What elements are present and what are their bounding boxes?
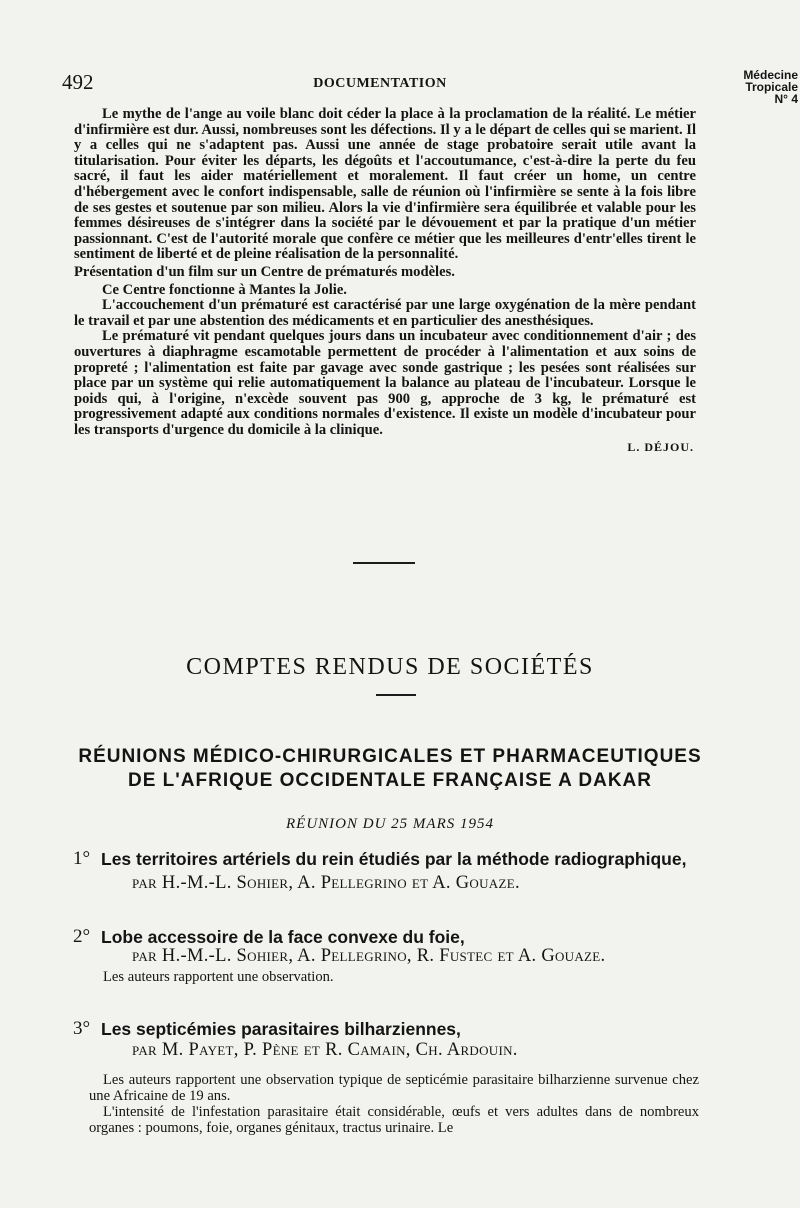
item-number: 3° (73, 1018, 91, 1039)
paragraph: Le mythe de l'ange au voile blanc doit céder la place à la proclamation de la réalité. Le métier d'infirmière est dur. Aussi, nombreuses sont les défections. Il y a le départ de celles qui se marient. Il y a celles qui ne s'adaptent pas. Aussi une année de stage probatoire serait utile avant la titularisation. Pour éviter les départs, les dégoûts et l'accoutumance, c'est-à-dire la perte du feu sacré, il faut les aider matériellement et moralement. Il faut créer un home, un centre d'hébergement avec le confort indispensable, salle de réunion où l'infirmière se sente à la fois libre de ses gestes et soutenue par son milieu. Alors la vie d'infirmière sera équilibrée et valable pour les femmes désireuses de s'intégrer dans la société par le dévouement et par la pratique d'un métier passionnant. C'est de l'autorité morale que confère ce métier que les meilleures d'entr'elles tirent le sentiment de liberté et de pleine réalisation de la personnalité. (74, 106, 696, 263)
item-authors: par H.-M.-L. Sohier, A. Pellegrino et A. Gouaze. (132, 873, 520, 893)
item-number: 2° (73, 926, 91, 947)
running-header-title: DOCUMENTATION (313, 76, 447, 91)
paragraph: L'intensité de l'infestation parasitaire était considérable, œufs et vers adultes dans de nombreux organes : poumons, foie, organes génitaux, tractus urinaire. Le (89, 1104, 699, 1136)
journal-line: Tropicale (745, 80, 798, 94)
paragraph: Le prématuré vit pendant quelques jours dans un incubateur avec conditionnement d'air ; des ouvertures à diaphragme escamotable permettent de procéder à l'alimentation et aux soins de propreté ; l'alimentation est faite par gavage avec sonde gastrique ; les pesées sont réalisées sur place par un système qui relie automatiquement la balance au plateau de l'incubateur. Lorsque le poids qui, à l'origine, n'excède souvent pas 900 g, approche de 3 kg, le prématuré est progressivement adapté aux conditions normales d'existence. Il existe un modèle d'incubateur pour les transports d'urgence du domicile à la clinique. (74, 328, 696, 438)
item-note: Les auteurs rapportent une observation. (103, 969, 334, 985)
item-title: Les septicémies parasitaires bilharziennes, (101, 1019, 461, 1039)
film-heading: Présentation d'un film sur un Centre de prématurés modèles. (74, 263, 455, 280)
meeting-heading-line-1: RÉUNIONS MÉDICO-CHIRURGICALES ET PHARMACEUTIQUES (78, 746, 702, 767)
item-authors: par M. Payet, P. Pène et R. Camain, Ch. Ardouin. (132, 1040, 518, 1060)
meeting-heading-line-2: DE L'AFRIQUE OCCIDENTALE FRANÇAISE A DAKAR (128, 770, 652, 791)
journal-line: Médecine (743, 68, 798, 82)
paragraph: Les auteurs rapportent une observation typique de septicémie parasitaire bilharzienne survenue chez une Africaine de 19 ans. (89, 1072, 699, 1104)
item-number: 1° (73, 848, 91, 869)
item-authors: par H.-M.-L. Sohier, A. Pellegrino, R. Fustec et A. Gouaze. (132, 946, 606, 966)
journal-line: N° 4 (774, 92, 798, 106)
page-number: 492 (62, 70, 94, 94)
paragraph: Ce Centre fonctionne à Mantes la Jolie. (102, 281, 347, 298)
section-title: COMPTES RENDUS DE SOCIÉTÉS (186, 654, 594, 680)
journal-label (712, 69, 798, 105)
author-signature: L. DÉJOU. (627, 440, 694, 455)
divider-rule (376, 694, 416, 696)
divider-rule (353, 562, 415, 564)
nursing-article-block (74, 107, 696, 456)
item-title: Lobe accessoire de la face convexe du foie, (101, 927, 465, 947)
meeting-date: RÉUNION DU 25 MARS 1954 (286, 816, 494, 832)
item3-body (89, 1072, 699, 1136)
paragraph: L'accouchement d'un prématuré est caractérisé par une large oxygénation de la mère pendant le travail et par une abstention des médicaments et en particulier des anesthésiques. (74, 297, 696, 329)
item-title: Les territoires artériels du rein étudiés par la méthode radiographique, (101, 849, 687, 869)
